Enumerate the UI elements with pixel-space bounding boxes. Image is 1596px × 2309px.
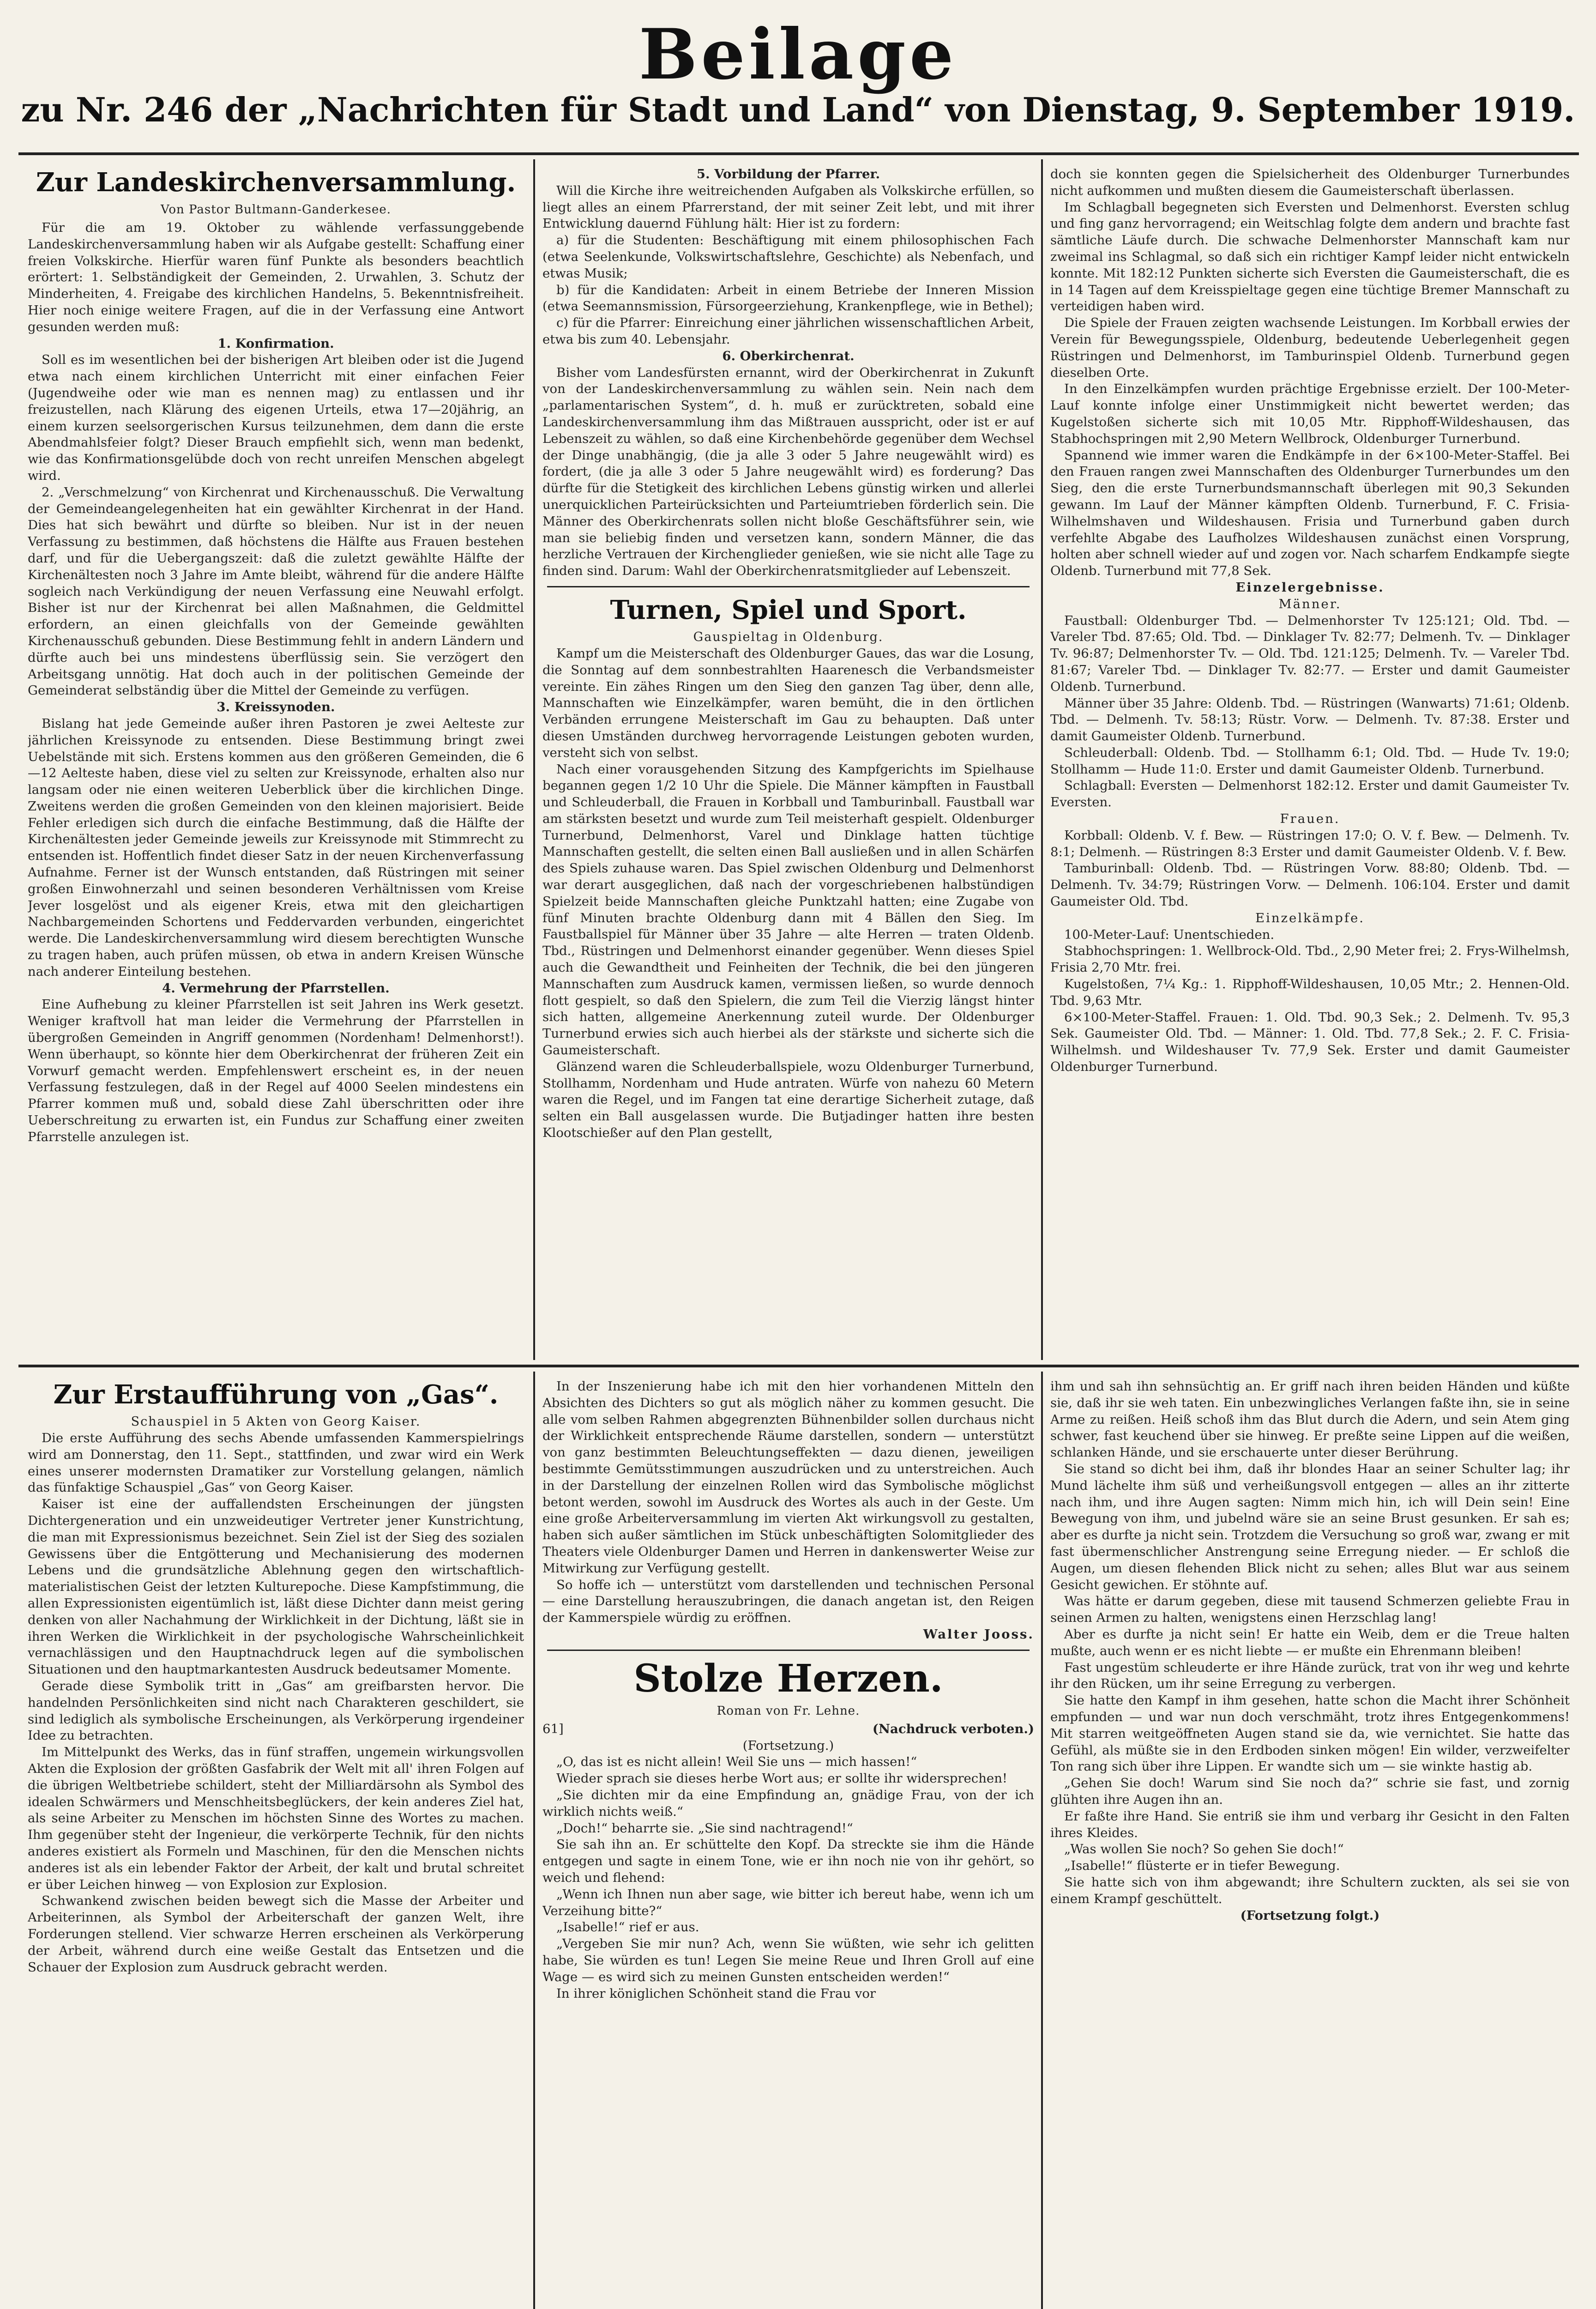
paragraph: Eine Aufhebung zu kleiner Pfarrstellen ist seit Jahren ins Werk gesetzt. Weniger kraftvoll hat man leider die Vermehrung der Pfarrstellen in übergroßen Gemeinden in Angriff genommen (Nordenham! Delmenhorst!). Wenn überhaupt, so könnte hier dem Oberkirchenrat der früheren Zeit ein Vorwurf gemacht werden. Empfehlenswert erscheint es, in der neuen Verfassung festzulegen, daß in der Regel auf 4000 Seelen mindestens ein Pfarrer kommen muß und, sobald diese Zahl überschritten oder ihre Ueberschreitung zu erwarten ist, ein Fundus zur Schaffung einer zweiten Pfarrstelle anzulegen ist.	[28, 997, 524, 1144]
paragraph: „Isabelle!“ rief er aus.	[556, 1920, 699, 1935]
column-bottom-3	[1050, 1378, 1570, 2309]
paragraph: Die erste Aufführung des sechs Abende umfassenden Kammerspielrings wird am Donnerstag, den 11. Sept., stattfinden, und zwar wird ein Werk eines unserer modernsten Dramatiker zur Vorstellung gelangen, nämlich das fünfaktige Schauspiel „Gas“ von Georg Kaiser.	[28, 1431, 524, 1495]
column-rule-1-top	[533, 159, 535, 1360]
results-paragraph: 6×100-Meter-Staffel. Frauen: 1. Old. Tbd. 90,3 Sek.; 2. Delmenh. Tv. 95,3 Sek. Gaumeister Old. Tbd. — Männer: 1. Old. Tbd. 77,8 Sek.; 2. F. C. Frisia-Wilhelmsh. und Wildeshauser Tv. 77,9 Sek. Erster und damit Gaumeister Oldenburger Turnerbund.	[1050, 1009, 1570, 1075]
paragraph: Bislang hat jede Gemeinde außer ihren Pastoren je zwei Aelteste zur jährlichen Kreissynode zu entsenden. Diese Bestimmung bringt zwei Uebelstände mit sich. Erstens kommen aus den größeren Gemeinden, die 6—12 Aelteste haben, diese viel zu selten zur Kreissynode, erhalten also nur langsam oder nie einen weiteren Ueberblick über die kirchlichen Dinge. Zweitens werden die großen Gemeinden von den kleinen majorisiert. Beide Fehler erledigen sich durch die einfache Bestimmung, daß die Hälfte der Kirchenältesten jeder Gemeinde jeweils zur Kreissynode mit Stimmrecht zu entsenden ist. Hoffentlich findet dieser Satz in der neuen Kirchenverfassung Aufnahme. Ferner ist der Wunsch entstanden, daß Rüstringen mit seiner großen Einwohnerzahl und seinen besonderen Verhältnissen vom Kreise Jever losgelöst und als eigener Kreis, etwa mit den gleichartigen Nachbargemeinden Schortens und Feddervarden verbunden, eingerichtet werde. Die Landeskirchenversammlung wird diesem berechtigten Wunsche zu tragen haben, auch prüfen müssen, ob etwa in andern Kreisen Wünsche nach anderer Einteilung bestehen.	[28, 716, 524, 979]
article-signature: Walter Jooss.	[923, 1626, 1034, 1642]
section-heading: 6. Oberkirchenrat.	[722, 348, 855, 363]
masthead-title: Beilage	[638, 14, 958, 95]
section-heading: 4. Vermehrung der Pfarrstellen.	[162, 980, 390, 996]
paragraph: b) für die Kandidaten: Arbeit in einem Betriebe der Inneren Mission (etwa Seemannsmission, Fürsorgeerziehung, Krankenpflege, wie in Bethel);	[542, 282, 1034, 314]
section-heading: 1. Konfirmation.	[217, 336, 334, 351]
paragraph: In ihrer königlichen Schönheit stand die Frau vor	[556, 1986, 876, 2001]
column-top-1	[28, 166, 524, 1360]
article-subheading-sport: Gauspieltag in Oldenburg.	[693, 629, 884, 644]
article-byline-roman: Roman von Fr. Lehne.	[717, 1704, 860, 1718]
results-paragraph: Stabhochspringen: 1. Wellbrock-Old. Tbd., 2,90 Meter frei; 2. Frys-Wilhelmsh, Frisia 2,70 Mtr. frei.	[1050, 943, 1570, 975]
paragraph: Soll es im wesentlichen bei der bisherigen Art bleiben oder ist die Jugend etwa nach einem kirchlichen Unterricht mit einer einfachen Feier (Jugendweihe oder wie man es nennen mag) zu entlassen und ihr freizustellen, nach Klärung des eigenen Urteils, etwa 17—20jährig, an einem kurzen seelsorgerischen Kursus teilzunehmen, dem dann die erste Abendmahlsfeier folgt? Dieser Brauch empfiehlt sich, wenn man bedenkt, wie das Konfirmationsgelübde doch von recht unreifen Menschen abgelegt wird.	[28, 352, 524, 483]
paragraph: So hoffe ich — unterstützt vom darstellenden und technischen Personal — eine Darstellung herauszubringen, die danach angetan ist, den Reigen der Kammerspiele würdig zu eröffnen.	[542, 1577, 1034, 1626]
paragraph: Gerade diese Symbolik tritt in „Gas“ am greifbarsten hervor. Die handelnden Persönlichkeiten sind nicht nach Charakteren geschildert, sie sind lediglich als symbolische Erscheinungen, als Verkörperung irgendeiner Idee zu betrachten.	[28, 1678, 524, 1743]
paragraph: Kampf um die Meisterschaft des Oldenburger Gaues, das war die Losung, die Sonntag auf dem sonnbestrahlten Haarenesch die Verbandsmeister vereinte. Ein zähes Ringen um den Sieg den ganzen Tag über, denn alle, Mannschaften wie Einzelkämpfer, waren bemüht, die in den örtlichen Verbänden errungene Meisterschaft im Gau zu behaupten. Daß unter diesen Umständen durchweg hervorragende Leistungen geboten wurden, versteht sich von selbst.	[542, 646, 1034, 760]
paragraph: Bisher vom Landesfürsten ernannt, wird der Oberkirchenrat in Zukunft von der Landeskirchenversammlung zu wählen sein. Nein nach dem „parlamentarischen System“, d. h. muß er zurücktreten, sobald eine Landeskirchenversammlung ihm das Mißtrauen ausspricht, oder ist er auf Lebenszeit zu wählen, so daß eine Kirchenbehörde gegenüber dem Wechsel der Dinge unabhängig, (die ja alle 3 oder 5 Jahre neugewählt wird) es fordert, (die ja alle 3 oder 5 Jahre neugewählt wird) es forderung? Das dürfte für die Stetigkeit des kirchlichen Lebens günstig wirken und allerlei unerquicklichen Parteirücksichten und Parteiumtrieben förderlich sein. Die Männer des Oberkirchenrats sollen nicht bloße Geschäftsführer sein, wie man sie beliebig finden und versetzen kann, sondern Männer, die das herzliche Vertrauen der Kirchenglieder genießen, wie sie nicht alle Tage zu finden sind. Darum: Wahl der Oberkirchenratsmitglieder auf Lebenszeit.	[542, 365, 1034, 579]
article-heading-gas: Zur Erstaufführung von „Gas“.	[53, 1379, 499, 1410]
paragraph: Sie hatte sich von ihm abgewandt; ihre Schultern zuckten, als sei sie von einem Krampf geschüttelt.	[1050, 1874, 1570, 1906]
results-paragraph: Schlagball: Eversten — Delmenhorst 182:12. Erster und damit Gaumeister Tv. Eversten.	[1050, 778, 1570, 810]
article-divider	[547, 1650, 1030, 1651]
column-rule-2-bottom	[1041, 1372, 1043, 2309]
section-heading: Einzelkämpfe.	[1255, 910, 1365, 925]
article-divider	[547, 586, 1030, 587]
continuation-footer: (Fortsetzung folgt.)	[1240, 1908, 1380, 1923]
article-subheading-gas: Schauspiel in 5 Akten von Georg Kaiser.	[131, 1414, 421, 1429]
paragraph: 2. „Verschmelzung“ von Kirchenrat und Kirchenausschuß. Die Verwaltung der Gemeindeangelegenheiten hat ein gewählter Kirchenrat in der Hand. Dies hat sich bewährt und dürfte so bleiben. Nur ist in der neuen Verfassung zu bestimmen, daß höchstens die Hälfte aus Frauen bestehen darf, und für die Uebergangszeit: daß die zuletzt gewählte Hälfte der Kirchenältesten noch 3 Jahre im Amte bleibt, während für die andere Hälfte sogleich nach Verkündigung der neuen Verfassung eine Neuwahl erfolgt. Bisher ist nur der Kirchenrat bei allen Maßnahmen, die Geldmittel erfordern, an einen gleichfalls von der Gemeinde gewählten Kirchenausschuß gebunden. Diese Bestimmung fehlt in andern Ländern und dürfte auch bei uns mindestens überflüssig sein. Sie verzögert den Arbeitsgang unnötig. Hat doch auch in der politischen Gemeinde der Gemeinderat selbständig über die Mittel der Gemeinde zu verfügen.	[28, 484, 524, 698]
results-paragraph: Tamburinball: Oldenb. Tbd. — Rüstringen Vorw. 88:80; Oldenb. Tbd. — Delmenh. Tv. 34:79; Rüstringen Vorw. — Delmenh. 106:104. Erster und damit Gaumeister Old. Tbd.	[1050, 861, 1570, 909]
paragraph: Spannend wie immer waren die Endkämpfe in der 6×100-Meter-Staffel. Bei den Frauen rangen zwei Mannschaften des Oldenburger Turnerbundes um den Sieg, den die erste Turnerbundsmannschaft überlegen mit 90,3 Sekunden gewann. Im Lauf der Männer kämpften Oldenb. Turnerbund, F. C. Frisia-Wilhelmshaven und Wildeshausen. Frisia und Turnerbund gaben durch verfehlte Abgabe des Laufholzes Wildeshausen zunächst einen Vorsprung, holten aber schnell wieder auf und zogen vor. Nach scharfem Endkampfe siegte Oldenb. Turnerbund mit 77,8 Sek.	[1050, 447, 1570, 579]
article-heading-sport: Turnen, Spiel und Sport.	[610, 594, 967, 625]
paragraph: ihm und sah ihn sehnsüchtig an. Er griff nach ihren beiden Händen und küßte sie, daß ihr sie weh taten. Ein unbezwingliches Verlangen faßte ihn, sie in seine Arme zu reißen. Heiß schoß ihm das Blut durch die Adern, und sein Atem ging schwer, fast keuchend über sie hinweg. Er preßte seine Lippen auf die weißen, schlanken Hände, und sie erschauerte unter dieser Berührung.	[1050, 1379, 1570, 1460]
column-rule-1-bottom	[533, 1372, 535, 2309]
section-heading: Männer.	[1278, 596, 1342, 611]
paragraph: „Isabelle!“ flüsterte er in tiefer Bewegung.	[1064, 1858, 1340, 1874]
paragraph: Aber es durfte ja nicht sein! Er hatte ein Weib, dem er die Treue halten mußte, auch wenn er es nicht liebte — er mußte ein Ehrenmann bleiben!	[1050, 1626, 1570, 1658]
paragraph: Fast ungestüm schleuderte er ihre Hände zurück, trat von ihr weg und kehrte ihr den Rücken, um ihr seine Erregung zu verbergen.	[1050, 1660, 1570, 1692]
roman-meta-row	[542, 1721, 1034, 1738]
article-byline-kirche: Von Pastor Bultmann-Ganderkesee.	[160, 203, 391, 217]
paragraph: In den Einzelkämpfen wurden prächtige Ergebnisse erzielt. Der 100-Meter-Lauf konnte infolge einer Unstimmigkeit nicht bewertet werden; das Kugelstoßen sicherte sich mit 10,05 Mtr. Ripphoff-Wildeshausen, das Stabhochspringen mit 2,90 Metern Wellbrock, Oldenburger Turnerbund.	[1050, 381, 1570, 446]
paragraph: In der Inszenierung habe ich mit den hier vorhandenen Mitteln den Absichten des Dichters so gut als möglich näher zu kommen gesucht. Die alle vom selben Rahmen abgegrenzten Bühnenbilder sollen durchaus nicht der Wirklichkeit entsprechende Räume darstellen, sondern — unterstützt von ganz bestimmten Beleuchtungseffekten — dazu dienen, jeweiligen bestimmte Gemütsstimmungen auszudrücken und zu unterstreichen. Auch in der Darstellung der einzelnen Rollen wird das Symbolische möglichst betont werden, sowohl im Ausdruck des Wortes als auch in der Geste. Um eine große Arbeiterversammlung im vierten Akt wirkungsvoll zu gestalten, haben sich außer sämtlichen im Stück unbeschäftigten Solomitglieder des Theaters viele Oldenburger Damen und Herren in dankenswerter Weise zur Mitwirkung zur Verfügung gestellt.	[542, 1379, 1034, 1576]
paragraph: „Vergeben Sie mir nun? Ach, wenn Sie wüßten, wie sehr ich gelitten habe, Sie würden es tun! Legen Sie meine Reue und Ihren Groll auf eine Wage — es wird sich zu meinen Gunsten entscheiden werden!“	[542, 1936, 1034, 1984]
paragraph: Im Mittelpunkt des Werks, das in fünf straffen, ungemein wirkungsvollen Akten die Explosion der größten Gasfabrik der Welt mit all' ihren Folgen auf die übrigen Weltbetriebe schildert, steht der Milliardärsohn als Symbol des idealen Schwärmers und Menschheitsbeglückers, der kein anderes Ziel hat, als seine Arbeiter zu Menschen im höchsten Sinne des Wortes zu machen. Ihm gegenüber steht der Ingenieur, die verkörperte Technik, für den nichts anderes existiert als Formeln und Maschinen, für den die Menschen nichts anderes ist als ein lebender Faktor der Arbeit, der kalt und brutal schreitet er über Leichen hinweg — von Explosion zur Explosion.	[28, 1745, 524, 1892]
paragraph: Schwankend zwischen beiden bewegt sich die Masse der Arbeiter und Arbeiterinnen, als Symbol der Arbeiterschaft der ganzen Welt, ihre Forderungen stellend. Vier schwarze Herren erscheinen als Verkörperung der Arbeit, während durch eine weiße Gestalt das Entsetzen und die Schauer der Explosion zum Ausdruck gebracht werden.	[28, 1893, 524, 1975]
top-rule	[18, 152, 1579, 155]
paragraph: a) für die Studenten: Beschäftigung mit einem philosophischen Fach (etwa Seelenkunde, Volkswirtschaftslehre, Geschichte) als Nebenfach, und etwas Musik;	[542, 233, 1034, 281]
paragraph: Die Spiele der Frauen zeigten wachsende Leistungen. Im Korbball erwies der Verein für Bewegungsspiele, Oldenburg, bedeutende Ueberlegenheit gegen Rüstringen und Delmenhorst, im Tamburinspiel Oldenb. Turnerbund gegen dieselben Orte.	[1050, 315, 1570, 380]
paragraph: Glänzend waren die Schleuderballspiele, wozu Oldenburger Turnerbund, Stollhamm, Nordenham und Hude antraten. Würfe von nahezu 60 Metern waren die Regel, und im Fangen tat eine derartige Sicherheit zutage, daß selten ein Ball ausgelassen wurde. Die Butjadinger hatten ihre besten Klootschießer auf den Plan gestellt,	[542, 1059, 1034, 1141]
column-bottom-1	[28, 1378, 524, 2309]
paragraph: doch sie konnten gegen die Spielsicherheit des Oldenburger Turnerbundes nicht aufkommen und mußten diesem die Gaumeisterschaft überlassen.	[1050, 167, 1570, 198]
masthead-subtitle: zu Nr. 246 der „Nachrichten für Stadt und Land“ von Dienstag, 9. September 1919.	[21, 90, 1575, 129]
reprint-note: (Nachdruck verboten.)	[872, 1721, 1034, 1736]
article-heading-roman: Stolze Herzen.	[633, 1656, 943, 1701]
installment-number: 61]	[542, 1721, 564, 1736]
column-top-2	[542, 166, 1034, 1360]
paragraph: „Doch!“ beharrte sie. „Sie sind nachtragend!“	[556, 1820, 853, 1836]
paragraph: Wieder sprach sie dieses herbe Wort aus; er sollte ihr widersprechen!	[556, 1771, 1007, 1786]
paragraph: Will die Kirche ihre weitreichenden Aufgaben als Volkskirche erfüllen, so liegt alles an einem Pfarrerstand, der mit seiner Zeit lebt, und mit ihrer Entwicklung dauernd Fühlung hält: Hier ist zu fordern:	[542, 183, 1034, 231]
paragraph: c) für die Pfarrer: Einreichung einer jährlichen wissenschaftlichen Arbeit, etwa bis zum 40. Lebensjahr.	[542, 315, 1034, 347]
paragraph: Sie sah ihn an. Er schüttelte den Kopf. Da streckte sie ihm die Hände entgegen und sagte in einem Tone, wie er ihn noch nie von ihr gehört, so weich und flehend:	[542, 1837, 1034, 1885]
paragraph: Sie stand so dicht bei ihm, daß ihr blondes Haar an seiner Schulter lag; ihr Mund lächelte ihm süß und verheißungsvoll entgegen — alles an ihr zitterte nach ihm, und ihre Augen sagten: Nimm mich hin, ich will Dein sein! Eine Bewegung von ihm, und jubelnd wäre sie an seine Brust gesunken. Er sah es; aber es durfte ja nicht sein. Trotzdem die Versuchung so groß war, zwang er mit fast übermenschlicher Anstrengung seine Erregung nieder. — Er schloß die Augen, um diesen flehenden Blick nicht zu sehen; alles Blut war aus seinem Gesicht gewichen. Er stöhnte auf.	[1050, 1461, 1570, 1592]
column-top-3	[1050, 166, 1570, 1360]
continuation-note: (Fortsetzung.)	[742, 1738, 834, 1753]
results-paragraph: Korbball: Oldenb. V. f. Bew. — Rüstringen 17:0; O. V. f. Bew. — Delmenh. Tv. 8:1; Delmenh. — Rüstringen 8:3 Erster und damit Gaumeister Oldenb. V. f. Bew.	[1050, 828, 1570, 859]
section-heading: 3. Kreissynoden.	[217, 700, 335, 715]
results-paragraph: Kugelstoßen, 7¼ Kg.: 1. Ripphoff-Wildeshausen, 10,05 Mtr.; 2. Hennen-Old. Tbd. 9,63 Mtr.	[1050, 977, 1570, 1008]
paragraph: „O, das ist es nicht allein! Weil Sie uns — mich hassen!“	[556, 1754, 917, 1770]
paragraph: Nach einer vorausgehenden Sitzung des Kampfgerichts im Spielhause begannen gegen 1/2 10 Uhr die Spiele. Die Männer kämpften in Faustball und Schleuderball, die Frauen in Korbball und Tamburinball. Faustball war am stärksten besetzt und wurde zum Teil meisterhaft gespielt. Oldenburger Turnerbund, Delmenhorst, Varel und Dinklage hatten tüchtige Mannschaften gestellt, die selten einen Ball ausließen und in allen Schärfen des Spiels zuhause waren. Das Spiel zwischen Oldenburg und Delmenhorst war derart ausgeglichen, daß nach der vorgeschriebenen halbstündigen Spielzeit beide Mannschaften gleiche Punktzahl hatten; eine Zugabe von fünf Minuten brachte Oldenburg dann mit 4 Bällen den Sieg. Im Faustballspiel für Männer über 35 Jahre — alte Herren — traten Oldenb. Tbd., Rüstringen und Delmenhorst einander gegenüber. Wenn dieses Spiel auch die Gewandtheit und Feinheiten der Technik, die bei den jüngeren Mannschaften zum Ausdruck kamen, vermissen ließen, so wurde dennoch flott gespielt, so daß den Spielern, die zum Teil die Vierzig längst hinter sich hatten, allgemeine Anerkennung zuteil wurde. Der Oldenburger Turnerbund erwies sich auch hierbei als der stärkste und sicherte sich die Gaumeisterschaft.	[542, 762, 1034, 1058]
paragraph: Sie hatte den Kampf in ihm gesehen, hatte schon die Macht ihrer Schönheit empfunden — und war nun doch verschmäht, trotz ihres Entgegenkommens! Mit starren weitgeöffneten Augen stand sie da, wie vernichtet. Sie hatte das Gefühl, als müßte sie in den Erdboden sinken mögen! Ein wilder, verzweifelter Ton rang sich über ihre Lippen. Er wandte sich um — sie winkte hastig ab.	[1050, 1693, 1570, 1774]
paragraph: Was hätte er darum gegeben, diese mit tausend Schmerzen geliebte Frau in seinen Armen zu halten, wenigstens einen Herzschlag lang!	[1050, 1594, 1570, 1626]
results-paragraph: Männer über 35 Jahre: Oldenb. Tbd. — Rüstringen (Wanwarts) 71:61; Oldenb. Tbd. — Delmenh. Tv. 58:13; Rüstr. Vorw. — Delmenh. Tv. 87:38. Erster und damit Gaumeister Oldenb. Turnerbund.	[1050, 695, 1570, 744]
section-heading: Einzelergebnisse.	[1235, 580, 1385, 595]
paragraph: „Wenn ich Ihnen nun aber sage, wie bitter ich bereut habe, wenn ich um Verzeihung bitte?“	[542, 1886, 1034, 1918]
paragraph: Er faßte ihre Hand. Sie entriß sie ihm und verbarg ihr Gesicht in den Falten ihres Kleides.	[1050, 1808, 1570, 1840]
section-heading: Frauen.	[1280, 811, 1340, 827]
paragraph: „Was wollen Sie noch? So gehen Sie doch!“	[1064, 1842, 1344, 1857]
column-rule-2-top	[1041, 159, 1043, 1360]
results-paragraph: Schleuderball: Oldenb. Tbd. — Stollhamm 6:1; Old. Tbd. — Hude Tv. 19:0; Stollhamm — Hude 11:0. Erster und damit Gaumeister Oldenb. Turnerbund.	[1050, 745, 1570, 777]
article-heading-kirche: Zur Landeskirchenversammlung.	[36, 167, 516, 198]
paragraph: Im Schlagball begegneten sich Eversten und Delmenhorst. Eversten schlug und fing ganz hervorragend; ein Weitschlag folgte dem andern und brachte fast sämtliche Läufe durch. Die schwache Delmenhorster Mannschaft kam nur zweimal ins Schlagmal, so daß sich ein richtiger Kampf leider nicht entwickeln konnte. Mit 182:12 Punkten sicherte sich Eversten die Gaumeisterschaft, die es in 14 Tagen auf dem Kreisspieltage gegen eine tüchtige Bremer Mannschaft zu verteidigen haben wird.	[1050, 199, 1570, 314]
results-paragraph: Faustball: Oldenburger Tbd. — Delmenhorster Tv 125:121; Old. Tbd. — Vareler Tbd. 87:65; Old. Tbd. — Dinklager Tv. 82:77; Delmenh. Tv. — Dinklager Tv. 96:87; Delmenhorster Tv. — Old. Tbd. 121:125; Delmenh. Tv. — Vareler Tbd. 81:67; Vareler Tbd. — Dinklager Tv. 82:77. — Erster und damit Gaumeister Oldenb. Turnerbund.	[1050, 613, 1570, 694]
middle-rule	[18, 1365, 1579, 1367]
section-heading: 5. Vorbildung der Pfarrer.	[696, 167, 880, 181]
paragraph: Für die am 19. Oktober zu wählende verfassunggebende Landeskirchenversammlung haben wir als Aufgabe gestellt: Schaffung einer freien Volkskirche. Hierfür waren fünf Punkte als besonders beachtlich erörtert: 1. Selbständigkeit der Gemeinden, 2. Urwahlen, 3. Schutz der Minderheiten, 4. Freigabe des kirchlichen Handelns, 5. Bekenntnisfreiheit. Hier noch einige weitere Fragen, auf die in der Verfassung eine Antwort gesunden werden muß:	[28, 220, 524, 334]
paragraph: Kaiser ist eine der auffallendsten Erscheinungen der jüngsten Dichtergeneration und ein unzweideutiger Vertreter jener Kunstrichtung, die man mit Expressionismus bezeichnet. Sein Ziel ist der Sieg des sozialen Gewissens über die Entgötterung und Mechanisierung des modernen Lebens und die grundsätzliche Ablehnung gegen den wirtschaftlich-materialistischen Geist der letzten Kulturepoche. Diese Kampfstimmung, die allen Expressionisten eigentümlich ist, läßt diese Dichter dann meist gering denken von aller Nachahmung der Wirklichkeit in der Dichtung, läßt sie in ihren Werken die Wirklichkeit in der psychologische Wahrscheinlichkeit vernachlässigen und den Hauptnachdruck legen auf die symbolischen Situationen und den hauptmarkantesten Ausdruck bedeutsamer Momente.	[28, 1497, 524, 1677]
results-paragraph: 100-Meter-Lauf: Unentschieden.	[1064, 927, 1275, 942]
paragraph: „Sie dichten mir da eine Empfindung an, gnädige Frau, von der ich wirklich nichts weiß.“	[542, 1787, 1034, 1819]
paragraph: „Gehen Sie doch! Warum sind Sie noch da?“ schrie sie fast, und zornig glühten ihre Augen ihn an.	[1050, 1776, 1570, 1807]
column-bottom-2	[542, 1378, 1034, 2309]
